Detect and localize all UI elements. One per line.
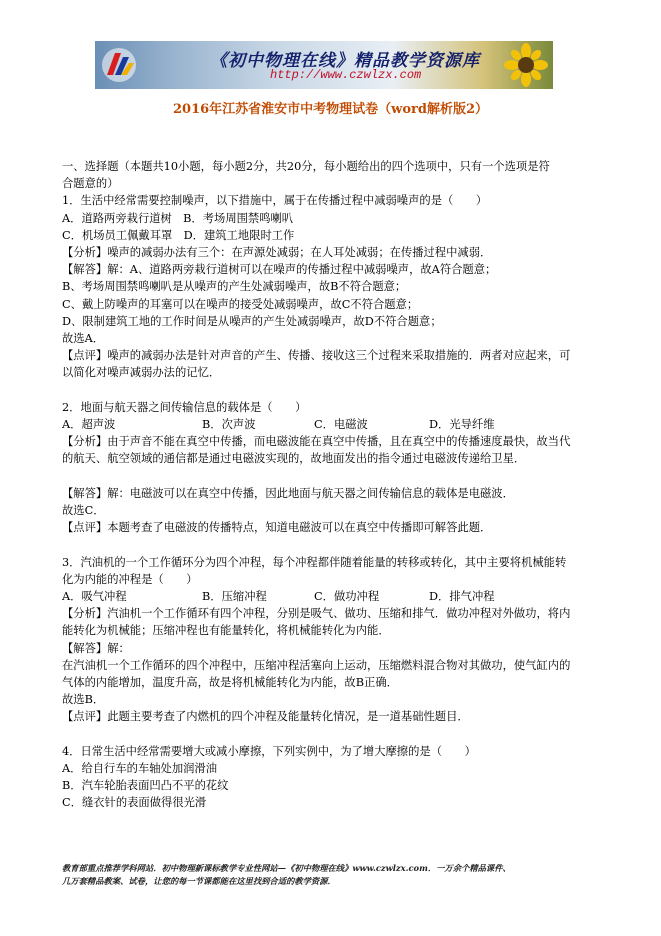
option-a: A．超声波 [62,418,116,432]
question-stem: 2．地面与航天器之间传输信息的载体是（ ） [62,400,307,414]
answer-head: 【解答】解： [62,641,130,655]
site-logo-icon [101,47,137,83]
answer-choice: 故选A． [62,332,105,346]
sunflower-icon [503,43,549,87]
site-banner [95,41,553,89]
question-stem: 3．汽油机的一个工作循环分为四个冲程，每个冲程都伴随着能量的转移或转化，其中主要将机械能转 [62,555,567,569]
banner-url[interactable]: http://www.czwlzx.com [270,68,422,82]
answer-choice: 故选B． [62,693,105,707]
option-c: C．做功冲程 [314,590,380,604]
answer-line: C、戴上防噪声的耳塞可以在噪声的接受处减弱噪声，故C不符合题意； [62,297,419,311]
question-options: C．机场员工佩戴耳罩 D．建筑工地限时工作 [62,228,295,242]
analysis: 【分析】噪声的减弱办法有三个：在声源处减弱；在人耳处减弱；在传播过程中减弱． [62,246,492,260]
footer-line: 几万套精品教案、试卷，让您的每一节课都能在这里找到合适的教学资源． [62,876,336,886]
question-options: A．道路两旁栽行道树 B．考场周围禁鸣喇叭 [62,211,294,225]
answer-line: 气体的内能增加，温度升高，故是将机械能转化为内能，故B正确． [62,676,398,690]
answer-line: 在汽油机一个工作循环的四个冲程中，压缩冲程活塞向上运动，压缩燃料混合物对其做功，使气缸内的 [62,658,571,672]
option-c: C．电磁波 [314,418,368,432]
comment: 【点评】本题考查了电磁波的传播特点，知道电磁波可以在真空中传播即可解答此题． [62,521,492,535]
option-a: A．吸气冲程 [62,590,127,604]
option-b: B．压缩冲程 [202,590,267,604]
answer-line: 【解答】解：电磁波可以在真空中传播，因此地面与航天器之间传输信息的载体是电磁波． [62,486,514,500]
question-stem: 4．日常生活中经常需要增大或减小摩擦，下列实例中，为了增大摩擦的是（ ） [62,744,476,758]
analysis: 【分析】汽油机一个工作循环有四个冲程，分别是吸气、做功、压缩和排气．做功冲程对外做功，将内 [62,607,571,621]
answer-choice: 故选C． [62,504,105,518]
comment: 【点评】噪声的减弱办法是针对声音的产生、传播、接收这三个过程来采取措施的．两者对应起来，可 [62,349,571,363]
document-title: 2016年江苏省淮安市中考物理试卷（word解析版2） [172,102,489,117]
question-stem: 1．生活中经常需要控制噪声，以下措施中，属于在传播过程中减弱噪声的是（ ） [62,194,488,208]
question-3 [62,554,592,726]
option-c: C．缝衣针的表面做得很光滑 [62,796,207,810]
document-body [62,158,592,812]
section-header: 一、选择题（本题共10小题，每小题2分，共20分，每小题给出的四个选项中，只有一个选项是符 [62,160,550,173]
section-header-cont: 合题意的） [62,177,119,191]
banner-title: 《初中物理在线》精品教学资源库 [210,51,480,71]
question-options [62,416,592,433]
option-d: D．光导纤维 [429,418,495,432]
answer-line: 【解答】解：A、道路两旁栽行道树可以在噪声的传播过程中减弱噪声，故A符合题意； [62,263,497,277]
footer-line: 教育部重点推荐学科网站．初中物理新课标教学专业性网站—《初中物理在线》www.czwlzx.com．一万余个精品课件、 [62,863,511,873]
option-b: B．汽车轮胎表面凹凸不平的花纹 [62,779,229,793]
analysis: 能转化为机械能；压缩冲程也有能量转化，将机械能转化为内能． [62,624,390,638]
analysis: 的航天、航空领域的通信都是通过电磁波实现的，故地面发出的指令通过电磁波传递给卫星． [62,452,526,466]
answer-line: D、限制建筑工地的工作时间是从噪声的产生处减弱噪声，故D不符合题意； [62,314,442,328]
question-4 [62,743,592,812]
comment: 【点评】此题主要考查了内燃机的四个冲程及能量转化情况，是一道基础性题目． [62,710,469,724]
question-stem: 化为内能的冲程是（ ） [62,572,198,586]
question-options [62,588,592,605]
option-a: A．给自行车的车轴处加润滑油 [62,762,218,776]
option-b: B．次声波 [202,418,256,432]
page-footer [62,862,602,888]
answer-line: B、考场周围禁鸣喇叭是从噪声的产生处减弱噪声，故B不符合题意； [62,280,407,294]
analysis: 【分析】由于声音不能在真空中传播，而电磁波能在真空中传播，且在真空中的传播速度最快，故当代 [62,435,571,449]
option-d: D．排气冲程 [429,590,495,604]
comment: 以简化对噪声减弱办法的记忆． [62,366,221,380]
question-2 [62,399,592,537]
question-1 [62,192,592,381]
